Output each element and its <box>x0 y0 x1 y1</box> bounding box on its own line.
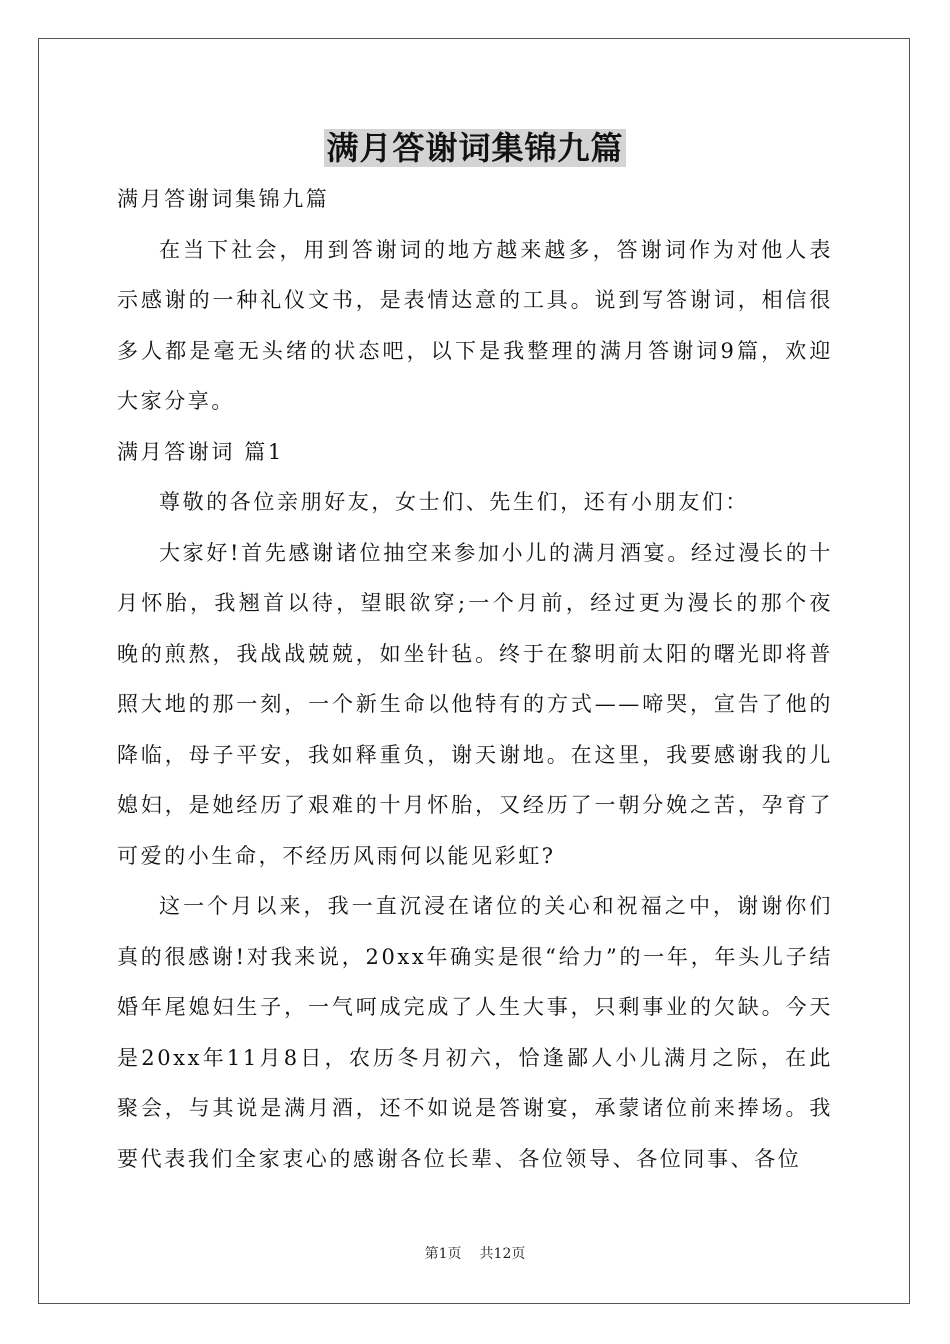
paragraph: 这一个月以来，我一直沉浸在诸位的关心和祝福之中，谢谢你们真的很感谢!对我来说，20xx年确实是很“给力”的一年，年头儿子结婚年尾媳妇生子，一气呵成完成了人生大事，只剩事业的欠缺。今天是20xx年11月8日，农历冬月初六，恰逢鄙人小儿满月之际，在此聚会，与其说是满月酒，还不如说是答谢宴，承蒙诸位前来捧场。我要代表我们全家衷心的感谢各位长辈、各位领导、各位同事、各位 <box>117 894 833 1171</box>
page-total: 共12页 <box>479 1246 526 1262</box>
page-number: 第1页 <box>424 1246 462 1262</box>
document-title-text: 满月答谢词集锦九篇 <box>326 129 624 167</box>
paragraph: 尊敬的各位亲朋好友，女士们、先生们，还有小朋友们： <box>159 490 749 514</box>
document-body <box>117 174 833 1184</box>
page-footer <box>0 1244 950 1264</box>
paragraph: 在当下社会，用到答谢词的地方越来越多，答谢词作为对他人表示感谢的一种礼仪文书，是表情达意的工具。说到写答谢词，相信很多人都是毫无头绪的状态吧，以下是我整理的满月答谢词9篇，欢迎大家分享。 <box>117 237 833 413</box>
section-heading: 满月答谢词 篇1 <box>117 439 284 464</box>
paragraph: 满月答谢词集锦九篇 <box>117 187 330 211</box>
paragraph: 大家好!首先感谢诸位抽空来参加小儿的满月酒宴。经过漫长的十月怀胎，我翘首以待，望眼欲穿;一个月前，经过更为漫长的那个夜晚的煎熬，我战战兢兢，如坐针毡。终于在黎明前太阳的曙光即将普照大地的那一刻，一个新生命以他特有的方式——啼哭，宣告了他的降临，母子平安，我如释重负，谢天谢地。在这里，我要感谢我的儿媳妇，是她经历了艰难的十月怀胎，又经历了一朝分娩之苦，孕育了可爱的小生命，不经历风雨何以能见彩虹? <box>117 540 833 868</box>
document-title <box>0 126 950 170</box>
